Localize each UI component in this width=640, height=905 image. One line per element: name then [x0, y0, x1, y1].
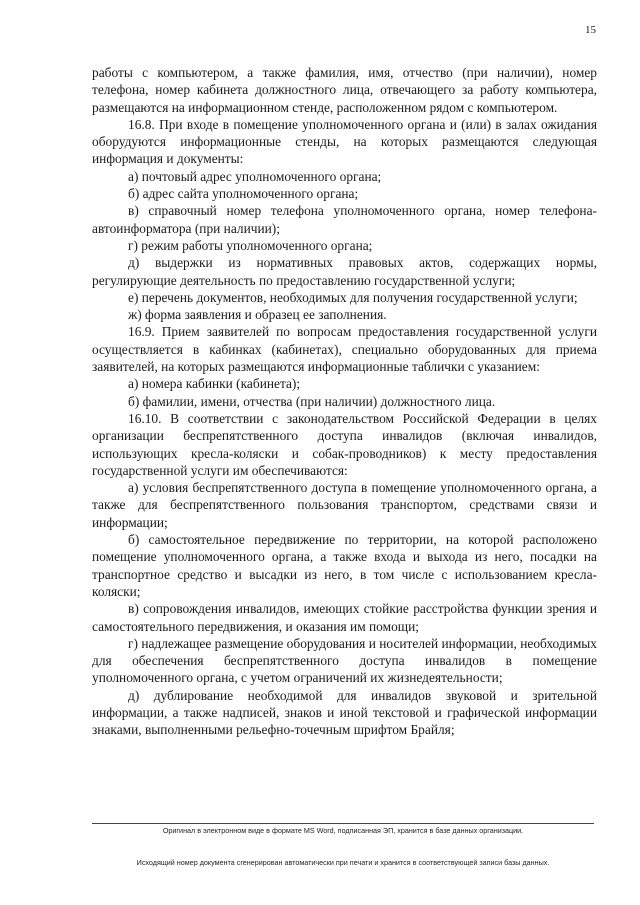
list-item: в) сопровождения инвалидов, имеющих стойкие расстройства функции зрения и самостоятельного передвижения, и оказания им помощи;: [92, 601, 597, 634]
list-item: а) условия беспрепятственного доступа в помещение уполномоченного органа, а также для беспрепятственного пользования транспортом, средствами связи и информации;: [92, 480, 597, 530]
list-item: г) режим работы уполномоченного органа;: [128, 237, 373, 253]
paragraph: 16.10. В соответствии с законодательством Российской Федерации в целях организации беспрепятственного доступа инвалидов (включая инвалидов, использующих кресла-коляски и собак-проводников) к месту предоставления государственной услуги им обеспечиваются:: [92, 410, 597, 478]
list-item: а) номера кабинки (кабинета);: [128, 376, 301, 392]
paragraph: 16.8. При входе в помещение уполномоченного органа и (или) в залах ожидания оборудуются информационные стенды, на которых размещаются следующая информация и документы:: [92, 116, 597, 167]
footer-note-original: Оригинал в электронном виде в формате MS Word, подписанная ЭП, хранится в базе данных организации.: [162, 826, 524, 835]
list-item: ж) форма заявления и образец ее заполнения.: [128, 307, 387, 323]
paragraph: работы с компьютером, а также фамилия, имя, отчество (при наличии), номер телефона, номер кабинета должностного лица, отвечающего за работу компьютера, размещаются на информационном стенде, расположенном рядом с компьютером.: [92, 65, 597, 115]
list-item: в) справочный номер телефона уполномоченного органа, номер телефона-автоинформатора (при наличии);: [92, 203, 597, 236]
list-item: б) самостоятельное передвижение по территории, на которой расположено помещение уполномоченного органа, а также входа и выхода из него, посадки на транспортное средство и высадки из него, в том числе с использованием кресла-коляски;: [92, 532, 597, 599]
document-body: [92, 64, 597, 739]
paragraph: 16.9. Прием заявителей по вопросам предоставления государственной услуги осуществляется в кабинках (кабинетах), специально оборудованных для приема заявителей, на которых размещаются информационные таблички с указанием:: [92, 324, 597, 375]
list-item: г) надлежащее размещение оборудования и носителей информации, необходимых для обеспечения беспрепятственного доступа инвалидов в помещение уполномоченного органа, с учетом ограничений их жизнедеятельности;: [92, 635, 597, 686]
footer-divider: [92, 823, 594, 824]
footer-note-outgoing-number: Исходящий номер документа сгенерирован автоматически при печати и хранится в соответствующей записи базы данных.: [136, 858, 550, 867]
list-item: б) фамилии, имени, отчества (при наличии) должностного лица.: [128, 393, 496, 409]
list-item: е) перечень документов, необходимых для получения государственной услуги;: [128, 289, 578, 305]
list-item: д) дублирование необходимой для инвалидов звуковой и зрительной информации, а также надписей, знаков и иной текстовой и графической информации знаками, выполненными рельефно-точечным шрифтом Брайля;: [92, 687, 597, 738]
list-item: б) адрес сайта уполномоченного органа;: [128, 186, 359, 202]
list-item: а) почтовый адрес уполномоченного органа;: [128, 168, 382, 184]
page-number: 15: [585, 24, 596, 36]
list-item: д) выдержки из нормативных правовых актов, содержащих нормы, регулирующие деятельность по предоставлению государственной услуги;: [92, 255, 597, 288]
